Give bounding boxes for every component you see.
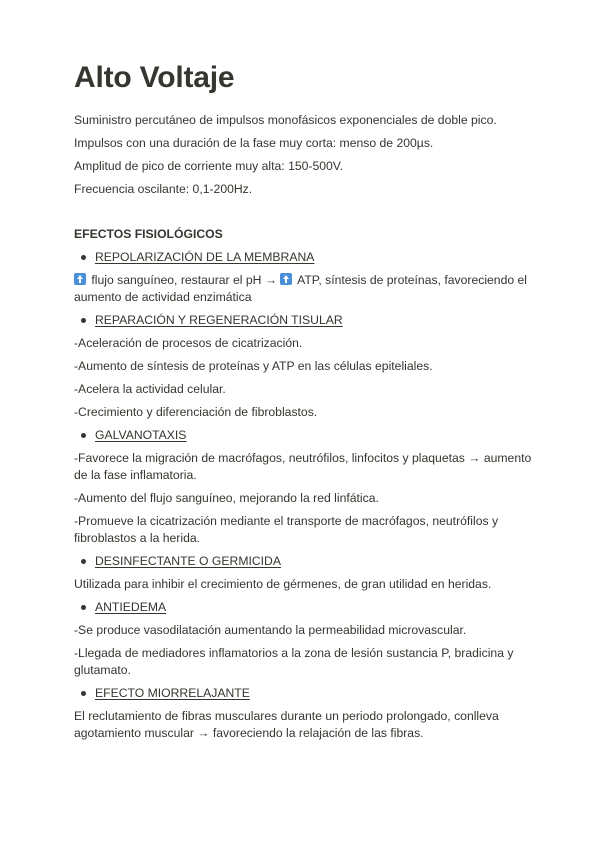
- page-title: Alto Voltaje: [74, 61, 235, 94]
- effect-heading-galvanotaxis: [74, 427, 544, 444]
- effect-text: -Favorece la migración de macrófagos, neutrófilos, linfocitos y plaquetas → aumento de la fase inflamatoria.: [74, 451, 532, 482]
- effect-heading-miorrelajante: [74, 685, 544, 702]
- effect-heading-label: REPARACIÓN Y REGENERACIÓN TISULAR: [95, 313, 343, 327]
- effect-heading-label: GALVANOTAXIS: [95, 428, 187, 442]
- spacer: [74, 204, 544, 226]
- effect-text-part: flujo sanguíneo, restaurar el pH →: [88, 273, 281, 287]
- intro-line: Frecuencia oscilante: 0,1-200Hz.: [74, 182, 253, 196]
- effect-text: -Llegada de mediadores inflamatorios a la zona de lesión sustancia P, bradicina y glutamato.: [74, 646, 514, 677]
- intro-line: Suministro percutáneo de impulsos monofásicos exponenciales de doble pico.: [74, 113, 497, 127]
- effect-text-part: ATP, síntesis de proteínas, favoreciendo el aumento de actividad enzimática: [74, 273, 528, 304]
- up-arrow-icon: [74, 273, 86, 285]
- effect-heading-desinfectante: [74, 553, 544, 570]
- effect-heading-repolarizacion: [74, 249, 544, 266]
- effect-heading-label: EFECTO MIORRELAJANTE: [95, 686, 250, 700]
- document-page: [74, 58, 544, 748]
- bullet-dot: [81, 559, 86, 564]
- effect-text: [74, 272, 544, 306]
- intro-line: Amplitud de pico de corriente muy alta: 150-500V.: [74, 159, 344, 173]
- effect-text: -Crecimiento y diferenciación de fibroblastos.: [74, 405, 318, 419]
- effect-heading-reparacion: [74, 312, 544, 329]
- section-title: EFECTOS FISIOLÓGICOS: [74, 227, 223, 241]
- bullet-dot: [81, 433, 86, 438]
- up-arrow-icon: [280, 273, 292, 285]
- bullet-dot: [81, 318, 86, 323]
- effect-text: -Aumento del flujo sanguíneo, mejorando la red linfática.: [74, 491, 379, 505]
- effect-text: -Aceleración de procesos de cicatrización.: [74, 336, 303, 350]
- effect-heading-antiedema: [74, 599, 544, 616]
- intro-block: [74, 112, 544, 198]
- effect-text: El reclutamiento de fibras musculares durante un periodo prolongado, conlleva agotamiento muscular → favoreciendo la relajación de las fibras.: [74, 709, 499, 740]
- effect-heading-label: DESINFECTANTE O GERMICIDA: [95, 554, 281, 568]
- effect-text: -Acelera la actividad celular.: [74, 382, 226, 396]
- intro-line: Impulsos con una duración de la fase muy corta: menso de 200µs.: [74, 136, 434, 150]
- effect-heading-label: ANTIEDEMA: [95, 600, 167, 614]
- bullet-dot: [81, 255, 86, 260]
- effect-text: -Se produce vasodilatación aumentando la permeabilidad microvascular.: [74, 623, 467, 637]
- effect-text: -Promueve la cicatrización mediante el transporte de macrófagos, neutrófilos y fibroblastos a la herida.: [74, 514, 499, 545]
- bullet-dot: [81, 605, 86, 610]
- bullet-dot: [81, 691, 86, 696]
- effect-heading-label: REPOLARIZACIÓN DE LA MEMBRANA: [95, 250, 315, 264]
- effect-text: -Aumento de síntesis de proteínas y ATP en las células epiteliales.: [74, 359, 433, 373]
- effect-text: Utilizada para inhibir el crecimiento de gérmenes, de gran utilidad en heridas.: [74, 577, 492, 591]
